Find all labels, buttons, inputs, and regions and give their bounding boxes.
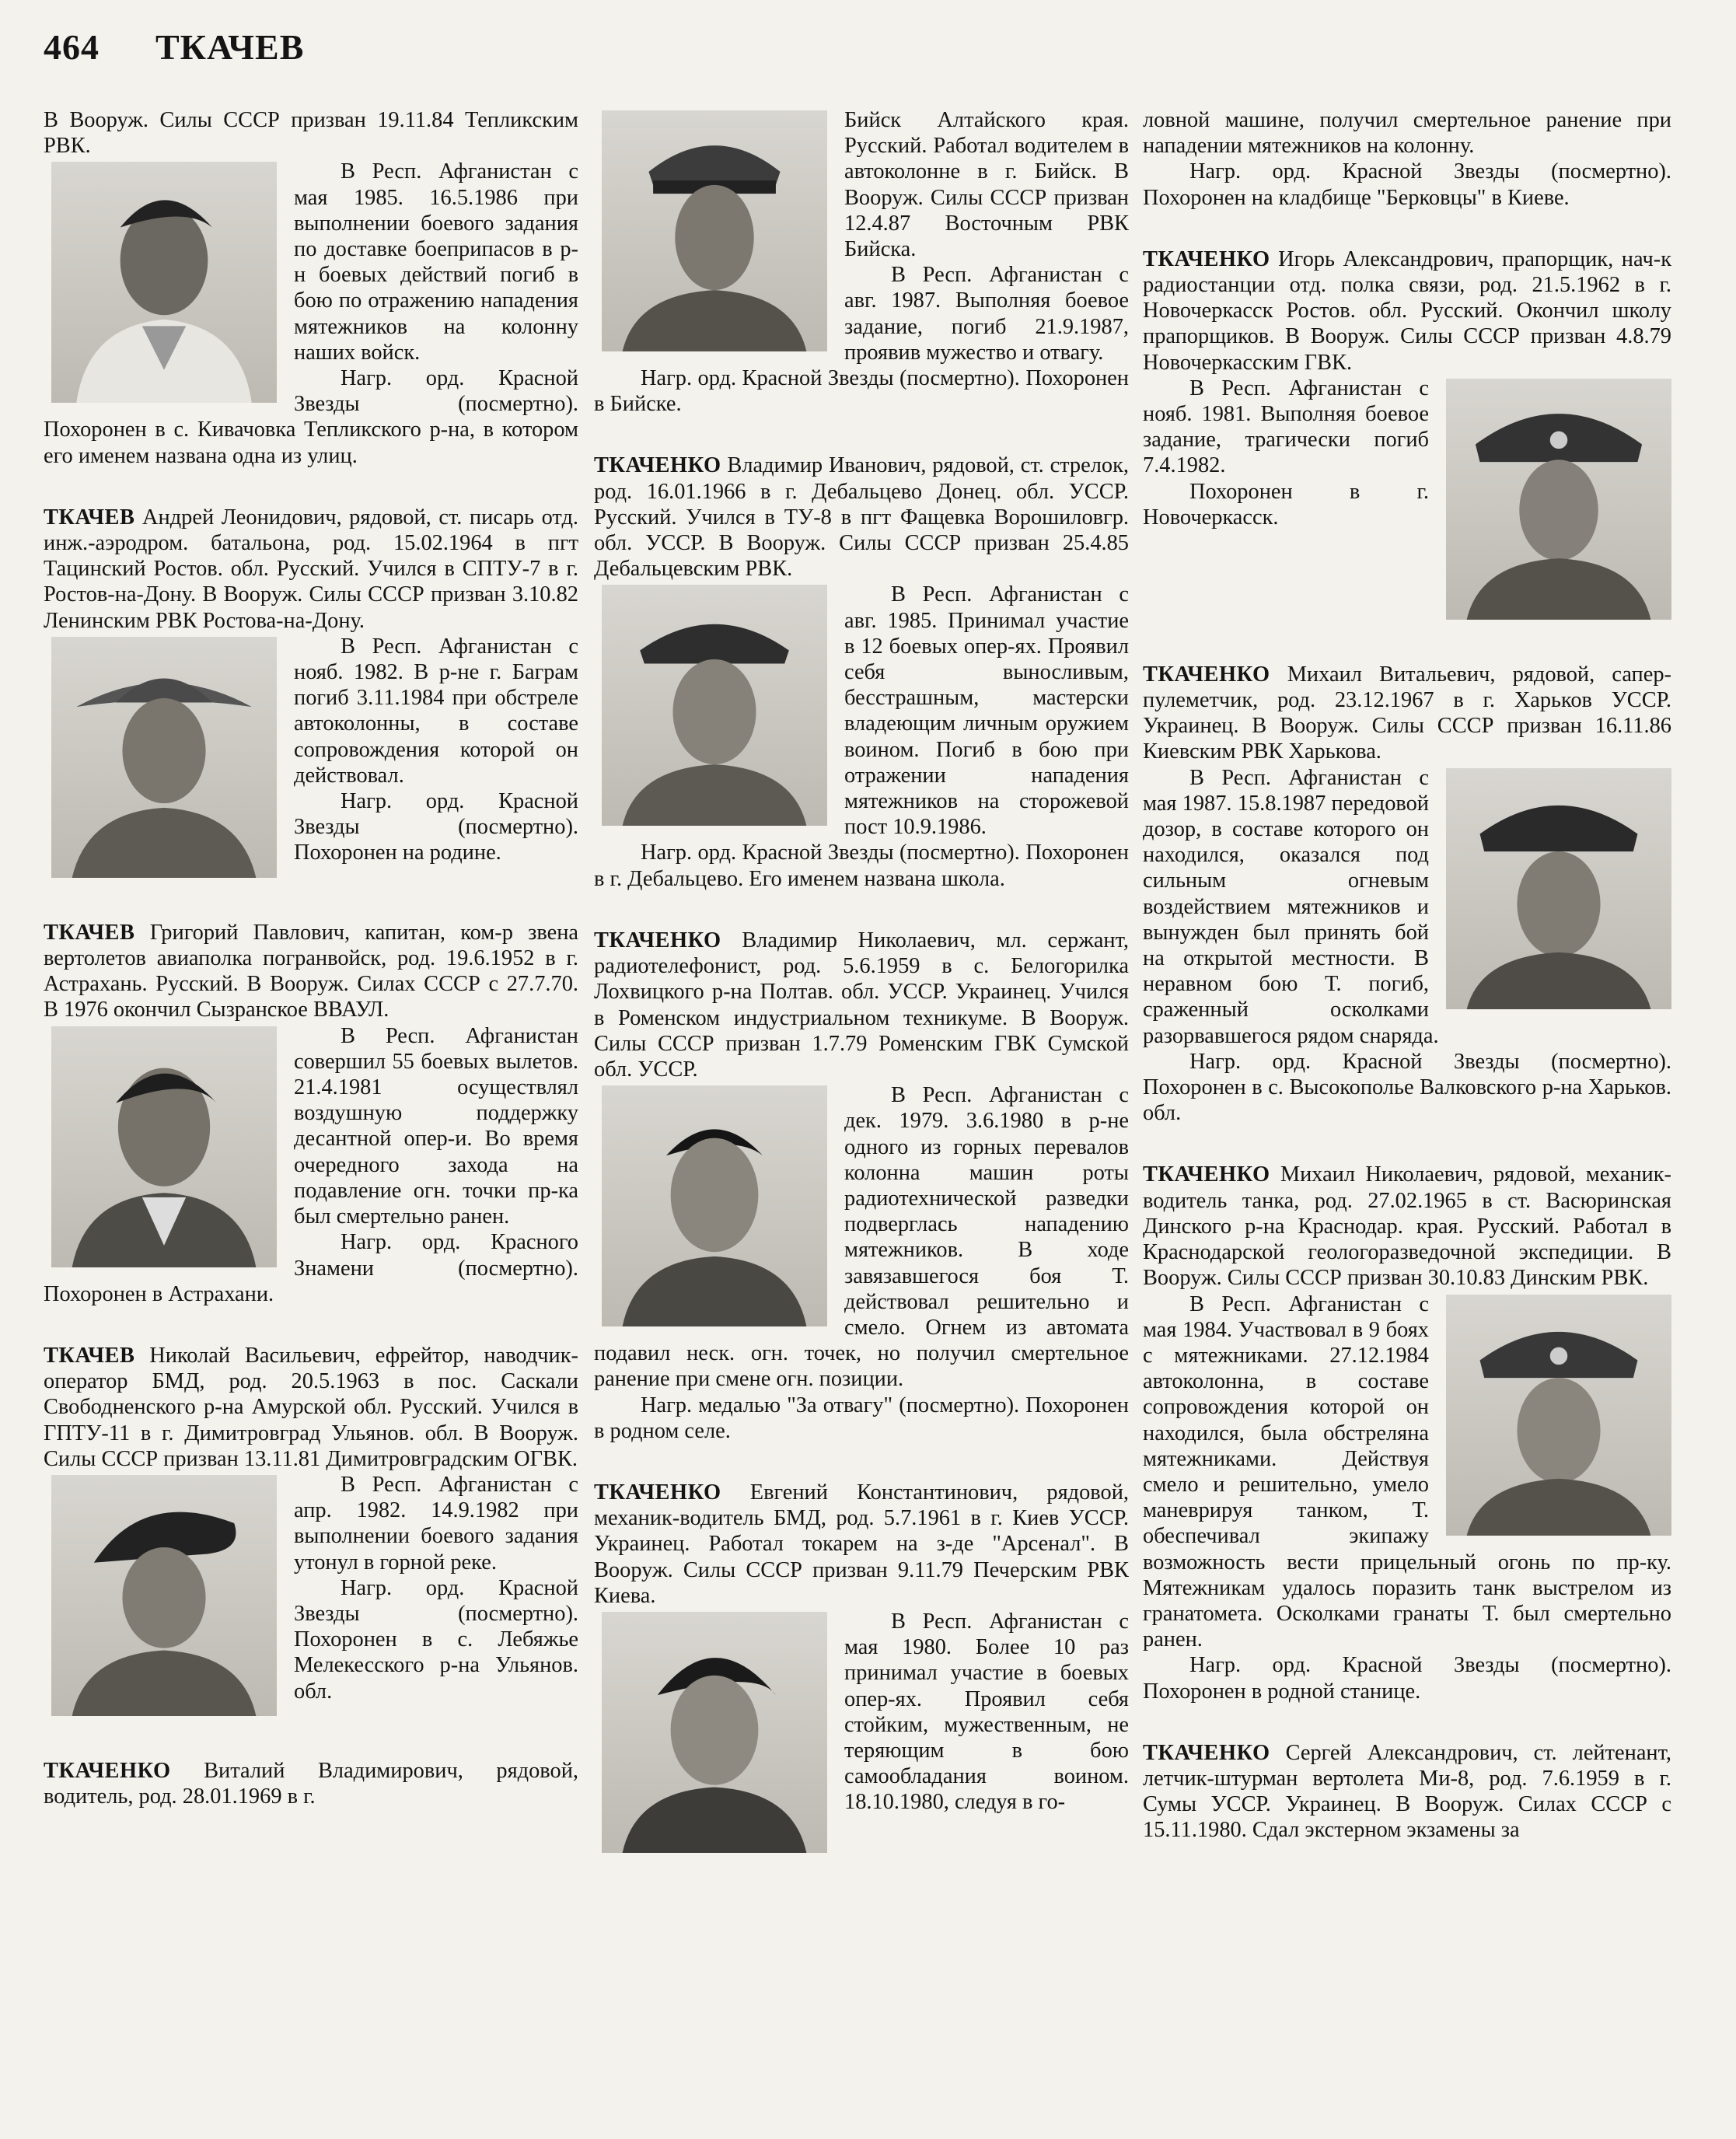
entry-tkachenko-vitaliy — [44, 1758, 578, 1809]
entry-text: Нагр. орд. Красной Звезды (посмертно). Похоронен в родной станице. — [1143, 1653, 1671, 1704]
entry-text: Бийск Алтайского края. Русский. Работал водителем в автоколонне в г. Бийск. В Вооруж. Силы СССР призван 12.4.87 Восточным РВК Бийска. — [844, 108, 1129, 262]
portrait-photo — [1446, 1295, 1671, 1536]
running-title: ТКАЧЕВ — [155, 27, 305, 67]
entry-text: Нагр. орд. Красной Звезды (посмертно). Похоронен в Бийске. — [594, 366, 1129, 417]
entry-text: Михаил Николаевич, рядовой, механик-водитель танка, род. 27.02.1965 в ст. Васюринская Динского р-на Краснодар. края. Русский. Работал в Краснодарской геологоразведочной экспедиции. В Вооруж. Силы СССР призван 30.10.83 Динским РВК. — [1143, 1162, 1671, 1291]
portrait-photo — [602, 110, 827, 351]
entry-text: Сергей Александрович, ст. лейтенант, летчик-штурман вертолета Ми-8, род. 7.6.1959 в г. Сумы УССР. Украинец. В Вооруж. Силах СССР с 15.11.1980. Сдал экстерном экзамены за — [1143, 1740, 1671, 1843]
entry-text: Нагр. орд. Красной Звезды (посмертно). Похоронен в г. Дебальцево. Его именем названа школа. — [594, 841, 1129, 891]
column-3 — [1143, 107, 1671, 1879]
entry-continued — [594, 107, 1129, 417]
entry-surname: ТКАЧЕВ — [44, 1343, 135, 1368]
entry-tkachev-nikolay — [44, 1343, 578, 1722]
portrait-photo — [51, 1475, 277, 1716]
entry-surname: ТКАЧЕНКО — [1143, 1162, 1270, 1187]
entry-surname: ТКАЧЕНКО — [594, 453, 721, 478]
entry-text: В Респ. Афганистан с нояб. 1981. Выполняя боевое задание, трагически погиб 7.4.1982. — [1143, 376, 1429, 478]
portrait-photo — [1446, 379, 1671, 620]
entry-continued — [1143, 107, 1671, 211]
entry-text: В Респ. Афганистан с мая 1984. Участвовал в 9 боях с мятежниками. 27.12.1984 автоколонна, в составе сопровождения которой он находился, была обстреляна мятежниками. Действуя смело и решительно, умело маневрируя танком, Т. обеспечивал экипажу возможность вести прицельный огонь по пр-ку. Мятежникам удалось поразить танк выстрелом из гранатомета. Осколками гранаты Т. был смертельно ранен. — [1143, 1291, 1671, 1652]
page-header — [44, 26, 304, 89]
entry-text: Нагр. орд. Красной Звезды (посмертно). Похоронен в с. Кивачовка Тепликского р-на, в котором его именем названа одна из улиц. — [44, 366, 578, 468]
entry-tkachev-grigoriy — [44, 920, 578, 1307]
entry-text: Владимир Николаевич, мл. сержант, радиотелефонист, род. 5.6.1959 в с. Белогорилка Лохвицкого р-на Полтав. обл. УССР. Украинец. Учился в Роменском индустриальном техникуме. В Вооруж. Силы СССР призван 1.7.79 Роменским ГВК Сумской обл. УССР. — [594, 928, 1129, 1082]
page-number: 464 — [44, 27, 100, 67]
entry-tkachenko-sergey — [1143, 1740, 1671, 1844]
portrait-photo — [51, 637, 277, 878]
entry-text: В Респ. Афганистан с авг. 1985. Принимал участие в 12 боевых опер-ях. Проявил себя выносливым, бесстрашным, мастерски владеющим личным оружием воином. Погиб в бою при отражении нападения мятежников на сторожевой пост 10.9.1986. — [844, 582, 1129, 840]
entry-surname: ТКАЧЕВ — [44, 505, 135, 530]
entry-text: В Респ. Афганистан с дек. 1979. 3.6.1980 в р-не одного из горных перевалов колонна машин роты радиотехнической разведки подверглась нападению мятежников. В ходе завязавшегося боя Т. действовал решительно и смело. Огнем из автомата подавил неск. огн. точек, но получил смертельное ранение при смене огн. позиции. — [594, 1083, 1129, 1392]
entry-text: ловной машине, получил смертельное ранение при нападении мятежников на колонну. — [1143, 108, 1671, 159]
entry-text: Владимир Иванович, рядовой, ст. стрелок, род. 16.01.1966 в г. Дебальцево Донец. обл. УССР. Русский. Учился в ТУ-8 в пгт Фащевка Ворошиловгр. обл. УССР. В Вооруж. Силы СССР призван 25.4.85 Дебальцевским РВК. — [594, 453, 1129, 582]
entry-text: Виталий Владимирович, рядовой, водитель, род. 28.01.1969 в г. — [44, 1758, 578, 1809]
entry-tkachenko-igor — [1143, 246, 1671, 626]
entry-text: Нагр. орд. Красного Знамени (посмертно). Похоронен в Астрахани. — [44, 1230, 578, 1306]
entry-surname: ТКАЧЕНКО — [1143, 1740, 1270, 1765]
portrait-photo — [602, 585, 827, 826]
entry-text: В Респ. Афганистан с авг. 1987. Выполняя боевое задание, погиб 21.9.1987, проявив мужество и отвагу. — [844, 263, 1129, 365]
entry-text: Андрей Леонидович, рядовой, ст. писарь отд. инж.-аэродром. батальона, род. 15.02.1964 в пгт Тацинский Ростов. обл. Русский. Учился в СПТУ-7 в г. Ростов-на-Дону. В Вооруж. Силы СССР призван 3.10.82 Ленинским РВК Ростова-на-Дону. — [44, 505, 578, 633]
entry-tkachenko-vladimir-i — [594, 453, 1129, 891]
column-1 — [44, 107, 578, 1845]
entry-text: В Респ. Афганистан с мая 1985. 16.5.1986 при выполнении боевого задания по доставке боеприпасов в р-н боевых действий погиб в бою по отражению нападения мятежников на колонну наших войск. — [294, 159, 578, 365]
entry-tkachenko-vladimir-n — [594, 928, 1129, 1444]
portrait-photo — [51, 1026, 277, 1267]
entry-tkachenko-mikhail-v — [1143, 662, 1671, 1127]
entry-surname: ТКАЧЕВ — [44, 920, 135, 945]
entry-text: В Респ. Афганистан с нояб. 1982. В р-не г. Баграм погиб 3.11.1984 при обстреле автоколонны, в составе сопровождения которой он действовал. — [294, 634, 578, 788]
portrait-photo — [1446, 768, 1671, 1009]
entry-text: В Респ. Афганистан с мая 1980. Более 10 раз принимал участие в боевых опер-ях. Проявил себя стойким, мужественным, не теряющим в бою самообладания воином. 18.10.1980, следуя в го- — [844, 1609, 1129, 1815]
entry-surname: ТКАЧЕНКО — [1143, 246, 1270, 271]
entry-tkachev-andrey — [44, 505, 578, 884]
entry-tkachenko-evgeniy — [594, 1480, 1129, 1859]
entry-tkachenko-mikhail-n — [1143, 1162, 1671, 1704]
entry-text: Евгений Константинович, рядовой, механик-водитель БМД, род. 5.7.1961 в г. Киев УССР. Украинец. Работал токарем на з-де "Арсенал". В Вооруж. Силы СССР призван 9.11.79 Печерским РВК Киева. — [594, 1480, 1129, 1608]
entry-text: В Респ. Афганистан с мая 1987. 15.8.1987 передовой дозор, в составе которого он находился, оказался под сильным огневым воздействием мятежников и вынужден был принять бой на открытой местности. В неравном бою Т. погиб, сраженный осколками разорвавшегося рядом снаряда. — [1143, 765, 1439, 1048]
entry-text: В Респ. Афганистан совершил 55 боевых вылетов. 21.4.1981 осуществлял воздушную поддержку десантной опер-и. Во время очередного захода на подавление огн. точки пр-ка был смертельно ранен. — [294, 1023, 578, 1229]
entry-surname: ТКАЧЕНКО — [594, 1480, 721, 1505]
entry-text: Николай Васильевич, ефрейтор, наводчик-оператор БМД, род. 20.5.1963 в пос. Саскали Свободненского р-на Амурской обл. Русский. Учился в ГПТУ-11 в г. Димитровград Ульянов. обл. В Вооруж. Силы СССР призван 13.11.81 Димитровградским ОГВК. — [44, 1343, 578, 1471]
entry-text: В Вооруж. Силы СССР призван 19.11.84 Тепликским РВК. — [44, 108, 578, 159]
portrait-photo — [51, 162, 277, 403]
column-2 — [594, 107, 1129, 1895]
portrait-photo — [602, 1612, 827, 1853]
entry-text: Нагр. орд. Красной Звезды (посмертно). Похоронен в с. Высокополье Валковского р-на Харьков. обл. — [1143, 1049, 1671, 1126]
entry-text: Игорь Александрович, прапорщик, нач-к радиостанции отд. полка связи, род. 21.5.1962 в г. Новочеркасск Ростов. обл. Русский. Окончил школу прапорщиков. В Вооруж. Силы СССР призван 4.8.79 Новочеркасским ГВК. — [1143, 246, 1671, 375]
entry-surname: ТКАЧЕНКО — [44, 1758, 171, 1783]
entry-text: В Респ. Афганистан с апр. 1982. 14.9.1982 при выполнении боевого задания утонул в горной реке. — [294, 1472, 578, 1575]
entry-surname: ТКАЧЕНКО — [594, 928, 721, 952]
entry-text: Григорий Павлович, капитан, ком-р звена вертолетов авиаполка погранвойск, род. 19.6.1952 в г. Астрахань. Русский. В Вооруж. Силах СССР с 27.7.70. В 1976 окончил Сызранское ВВАУЛ. — [44, 920, 578, 1022]
entry-surname: ТКАЧЕНКО — [1143, 662, 1270, 687]
entry-text: Нагр. орд. Красной Звезды (посмертно). Похоронен в с. Лебяжье Мелекесского р-на Ульянов. обл. — [294, 1575, 578, 1704]
entry-text: Нагр. орд. Красной Звезды (посмертно). Похоронен на родине. — [294, 789, 578, 865]
entry-text: Михаил Витальевич, рядовой, сапер-пулеметчик, род. 23.12.1967 в г. Харьков УССР. Украинец. В Вооруж. Силы СССР призван 16.11.86 Киевским РВК Харькова. — [1143, 662, 1671, 764]
entry-text: Нагр. медалью "За отвагу" (посмертно). Похоронен в родном селе. — [594, 1393, 1129, 1443]
entry-text: Нагр. орд. Красной Звезды (посмертно). Похоронен на кладбище "Берковцы" в Киеве. — [1143, 159, 1671, 210]
portrait-photo — [602, 1085, 827, 1326]
entry-text: Похоронен в г. Новочеркасск. — [1143, 479, 1429, 530]
entry-continued — [44, 107, 578, 469]
